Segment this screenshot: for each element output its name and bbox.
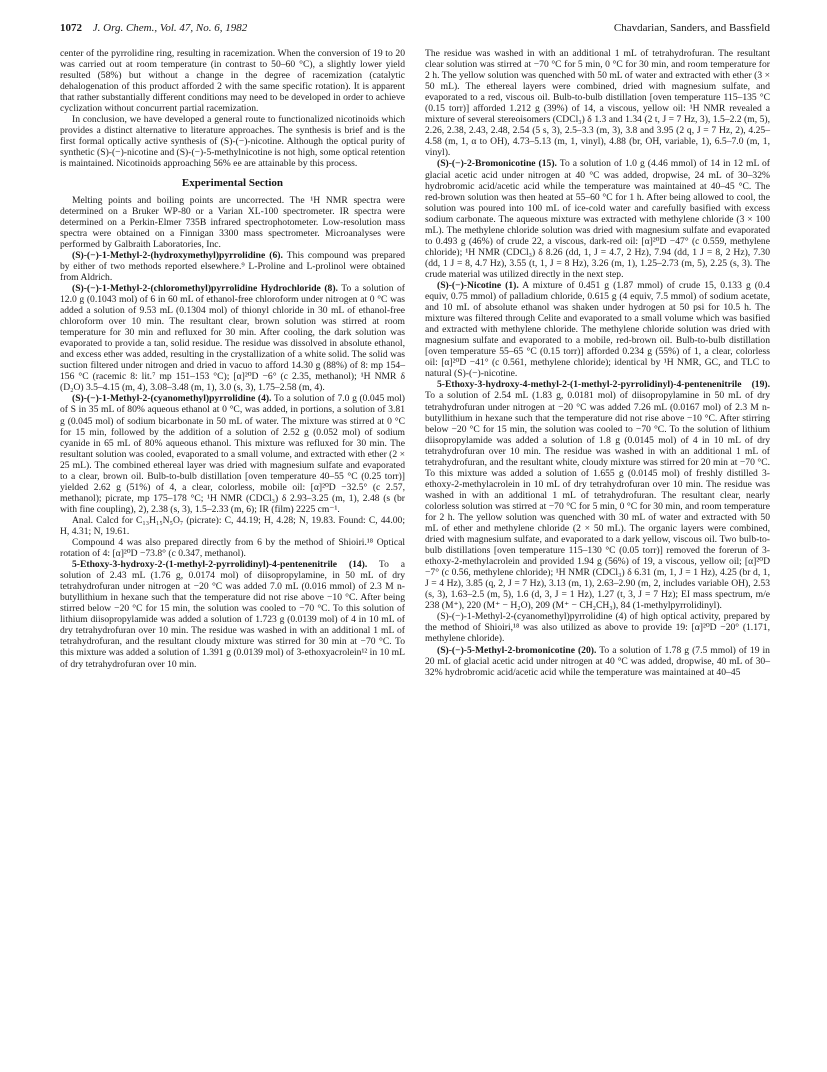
compound-heading: (S)-(−)-2-Bromonicotine (15). <box>437 158 557 170</box>
paragraph <box>425 645 770 678</box>
right-column <box>425 48 770 678</box>
paragraph-text: To a solution of 12.0 g (0.1043 mol) of 6 in 60 mL of ethanol-free chloroform under nitrogen at 0 °C was added a solution of 9.53 mL (0.1304 mol) of thionyl chloride in 30 mL of ethanol-free chloroform over 10 min. The resultant clear, brown solution was stirred at room temperature for 30 min and refluxed for 30 min. After cooling, the dark solution was evaporated to provide a tan, solid residue. The residue was dissolved in absolute ethanol, and excess ether was added, resulting in the crystallization of a white solid. The solid was suction filtered under nitrogen and dried in vacuo to afford 14.30 g (88%) of 8: mp 154–156 °C (racemic 8: lit.⁷ mp 151–153 °C); [α]²⁰D −6° (c 2.35, methanol); ¹H NMR δ (D₂O) 3.5–4.15 (m, 4), 3.08–3.48 (m, 1), 3.0 (s, 3), 1.75–2.58 (m, 4). <box>60 282 406 394</box>
paragraph <box>425 280 770 379</box>
paragraph-text: To a solution of 1.78 g (7.5 mmol) of 19 in 20 mL of glacial acetic acid under nitrogen at 40 °C was added, dropwise, 40 mL of 30–32% hydrobromic acid/acetic acid while the temperature was maintained at 40–45 <box>425 644 770 678</box>
paragraph <box>425 379 770 611</box>
compound-heading: (S)-(−)-1-Methyl-2-(chloromethyl)pyrrolidine Hydrochloride (8). <box>72 282 338 294</box>
compound-heading: (S)-(−)-1-Methyl-2-(cyanomethyl)pyrrolidine (4). <box>72 393 272 405</box>
journal-citation: J. Org. Chem., Vol. 47, No. 6, 1982 <box>92 22 248 34</box>
compound-heading: (S)-(−)-Nicotine (1). <box>437 279 519 291</box>
running-header <box>60 22 770 38</box>
page-number: 1072 <box>60 22 82 34</box>
paragraph: center of the pyrrolidine ring, resulting in racemization. When the conversion of 19 to 20 was carried out at room temperature (in contrast to 50–60 °C), a slightly lower yield resulted (58%) but without a change in the degree of racemization (catalytic dehalogenation of this product afforded 2 with the same specific rotation). It is apparent that rather substantially different conditions may need to be developed in order to achieve cyclization without concurrent partial racemization. <box>60 48 405 115</box>
paragraph: Compound 4 was also prepared directly from 6 by the method of Shioiri.¹⁸ Optical rotation of 4: [α]²⁰D −73.8° (c 0.347, methanol). <box>60 537 405 560</box>
paragraph <box>60 393 405 515</box>
paragraph <box>60 250 405 283</box>
paragraph <box>425 158 770 280</box>
compound-heading: (S)-(−)-1-Methyl-2-(hydroxymethyl)pyrrolidine (6). <box>72 249 283 261</box>
compound-heading: 5-Ethoxy-3-hydroxy-2-(1-methyl-2-pyrrolidinyl)-4-pentenenitrile (14). <box>72 559 368 571</box>
paragraph: The residue was washed in with an additional 1 mL of tetrahydrofuran. The resultant clear solution was stirred at −70 °C for 5 min, 0 °C for 30 min, and room temperature for 2 h. The yellow solution was quenched with 50 mL of water and extracted with ether (3 × 50 mL). The ethereal layers were combined, dried with magnesium sulfate, and evaporated to a red, viscous oil. Bulb-to-bulb distillation [oven temperature 115–135 °C (0.15 torr)] afforded 1.212 g (39%) of 14, a viscous, yellow oil: ¹H NMR revealed a mixture of several stereoisomers (CDCl₃) δ 1.3 and 1.34 (2 t, J = 7 Hz, 3), 1.5–2.2 (m, 5), 2.26, 2.38, 2.43, 2.48, 2.54 (5 s, 3), 2.5–3.3 (m, 3), 3.8 and 3.95 (2 q, J = 7 Hz, 2), 4.25–4.58 (m, 1, α to OH), 4.73–5.13 (m, 1, vinyl), 4.88 (br, OH, variable, 1), 6.5–7.0 (m, 1, vinyl). <box>425 48 770 159</box>
paragraph-text: To a solution of 7.0 g (0.045 mol) of S in 35 mL of 80% aqueous ethanol at 0 °C, was added, in portions, a solution of 3.81 g (0.045 mol) of sodium bicarbonate in 50 mL of water. The mixture was stirred at 0 °C for 15 min, followed by the addition of a solution of 2.52 g (0.052 mol) of sodium cyanide in 65 mL of 80% aqueous ethanol. This mixture was refluxed for 30 min. The resultant solution was cooled, evaporated to a small volume, and extracted with ether (2 × 25 mL). The combined ethereal layer was dried with magnesium sulfate and evaporated to a clear, brown oil. Bulb-to-bulb distillation [oven temperature 40–55 °C (0.25 torr)] yielded 2.62 g (51%) of 4, a clear, colorless, mobile oil: [α]²⁰D −32.5° (c 2.57, methanol); picrate, mp 175–178 °C; ¹H NMR (CDCl₃) δ 2.93–3.25 (m, 1), 2.48 (s (br with fine coupling), 2), 2.38 (s, 3), 1.5–2.33 (m, 6); IR (film) 2225 cm⁻¹. <box>60 393 405 515</box>
paragraph: Anal. Calcd for C₁₃H₁₅N₅O₇ (picrate): C, 44.19; H, 4.28; N, 19.83. Found: C, 44.00; H, 4.31; N, 19.61. <box>60 514 405 537</box>
paragraph: Melting points and boiling points are uncorrected. The ¹H NMR spectra were determined on a Bruker WP-80 or a Varian XL-100 spectrometer. IR spectra were determined on a Perkin-Elmer 735B infrared spectrophotometer. Low-resolution mass spectra were obtained on a Finnigan 3300 mass spectrometer. Microanalyses were performed by Galbraith Laboratories, Inc. <box>60 194 405 250</box>
paragraph: (S)-(−)-1-Methyl-2-(cyanomethyl)pyrrolidine (4) of high optical activity, prepared by the method of Shioiri,¹⁸ was also utilized as above to provide 19: [α]²⁰D −20° (1.171, methylene chloride). <box>425 611 770 645</box>
compound-heading: 5-Ethoxy-3-hydroxy-4-methyl-2-(1-methyl-2-pyrrolidinyl)-4-pentenenitrile (19). <box>437 379 770 391</box>
paragraph-text: To a solution of 1.0 g (4.46 mmol) of 14 in 12 mL of glacial acetic acid under nitrogen at 40 °C was added, dropwise, 24 mL of 30–32% hydrobromic acid/acetic acid while the temperature was maintained at 40–45 °C. The red-brown solution was then heated at 55–60 °C for 1 h. After being allowed to cool, the solution was poured into 100 mL of ice-cold water and carefully basified with excess sodium carbonate. The aqueous mixture was extracted with methylene chloride (3 × 100 mL). The methylene chloride solution was dried with magnesium sulfate and evaporated to 0.493 g (46%) of crude 22, a viscous, dark-red oil: [α]²⁰D −47° (c 0.559, methylene chloride); ¹H NMR (CDCl₃) δ 8.26 (dd, 1, J = 4.7, 2 Hz), 7.94 (dd, 1 J = 8, 2 Hz), 7.30 (dd, 1 J = 8, 4.7 Hz), 3.55 (t, 1, J = 8 Hz), 3.26 (m, 1), 1.25–2.73 (m, 5), 2.25 (s, 3). The crude material was utilized directly in the next step. <box>425 158 770 280</box>
paragraph: In conclusion, we have developed a general route to functionalized nicotinoids which provides a distinct alternative to literature approaches. The synthesis is brief and is the first formal optically active synthesis of (S)-(−)-nicotine. Although the optical purity of synthetic (S)-(−)-nicotine and (S)-(−)-5-methylnicotine is not high, some optical retention is maintained. Nicotinoids approaching 56% ee are attainable by this process. <box>60 114 405 170</box>
paragraph-text: To a solution of 2.54 mL (1.83 g, 0.0181 mol) of diisopropylamine in 50 mL of dry tetrahydrofuran under nitrogen at −20 °C was added 7.26 mL (0.0167 mol) of 2.3 M n-butyllithium in hexane such that the temperature did not rise above −10 °C. After stirring below −20 °C for 15 min, the solution was cooled to −70 °C. To the solution of lithium diisopropylamide was added a solution of 1.8 g (0.0145 mol) of 4 in 10 mL of dry tetrahydrofuran over 10 min. The residue was washed in with an additional 1 mL of tetrahydrofuran, and the resultant white, cloudy mixture was stirred for 20 min at −70 °C. To this mixture was added a solution of 1.655 g (0.0145 mol) of freshly distilled 3-ethoxy-2-methylacrolein in 10 mL of dry tetrahydrofuran over 10 min. The residue was washed in with an additional 1 mL of tetrahydrofuran. The resultant clear, nearly colorless solution was stirred at −70 °C for 5 min, 0 °C for 30 min, and room temperature for 2 h. The yellow solution was quenched with 30 mL of water and extracted with 50 mL of ether and methylene chloride (2 × 50 mL). The organic layers were combined, dried with magnesium sulfate, and evaporated to a dark yellow, viscous oil. Two bulb-to-bulb distillations [oven temperature 115–130 °C (0.05 torr)] removed the forerun of 3-ethoxy-2-methylacrolein and provided 1.94 g (56%) of 19, a viscous, yellow oil; [α]²⁰D −7° (c 0.56, methylene chloride); ¹H NMR (CDCl₃) δ 6.31 (m, 1, J = 1 Hz), 4.25 (br d, 1, J = 4 Hz), 3.85 (q, 2, J = 7 Hz), 3.13 (m, 1), 2.63–2.90 (m, 2, includes variable OH), 2.53 (s, 3), 1.63–2.5 (m, 5), 1.6 (d, 3, J = 1 Hz), 1.27 (t, 3, J = 7 Hz); EI mass spectrum, m/e 238 (M⁺), 220 (M⁺ − H₂O), 209 (M⁺ − CH₂CH₃), 84 (1-methylpyrrolidinyl). <box>425 390 770 612</box>
author-names: Chavdarian, Sanders, and Bassfield <box>613 22 770 34</box>
paragraph-text: To a solution of 2.43 mL (1.76 g, 0.0174 mol) of diisopropylamine, in 50 mL of dry tetrahydrofuran under nitrogen at −20 °C was added 7.0 mL (0.016 mmol) of 2.3 M n-butyllithium in hexane such that the temperature did not rise above −10 °C. After being stirred below −20 °C for 15 min, the solution was cooled to −70 °C. To this solution of lithium diisopropylamide was added a solution of 1.723 g (0.0139 mol) of 4 in 10 mL of dry tetrahydrofuran over 10 min. The residue was washed in with an additional 1 mL of tetrahydrofuran, and the resultant cloudy mixture was stirred for 30 min at −70 °C. To this mixture was added a solution of 1.391 g (0.0139 mol) of 3-ethoxyacrolein¹² in 10 mL of dry tetrahydrofuran over 10 min. <box>60 559 405 670</box>
section-title: Experimental Section <box>181 176 284 189</box>
paragraph-text: This compound was prepared by either of two methods reported elsewhere.⁹ L-Proline and L-prolinol were obtained from Aldrich. <box>60 249 406 283</box>
compound-heading: (S)-(−)-5-Methyl-2-bromonicotine (20). <box>437 644 597 656</box>
paragraph <box>60 283 405 393</box>
paragraph <box>60 559 405 669</box>
left-column <box>60 48 405 670</box>
paragraph-text: A mixture of 0.451 g (1.87 mmol) of crude 15, 0.133 g (0.4 equiv, 0.75 mmol) of palladium chloride, 0.615 g (4 equiv, 7.5 mmol) of sodium acetate, and 10 mL of absolute ethanol was shaken under hydrogen at 50 psi for 10.5 h. The mixture was filtered through Celite and evaporated to a small volume which was basified and extracted with methylene chloride. The methylene chloride solution was dried with magnesium sulfate and evaporated to a mobile, red-brown oil. Bulb-to-bulb distillation [oven temperature 55–65 °C (0.15 torr)] afforded 0.234 g (55%) of 1, a clear, colorless oil: [α]²⁰D −41° (c 0.561, methylene chloride); identical by ¹H NMR, GC, and TLC to natural (S)-(−)-nicotine. <box>425 279 770 380</box>
